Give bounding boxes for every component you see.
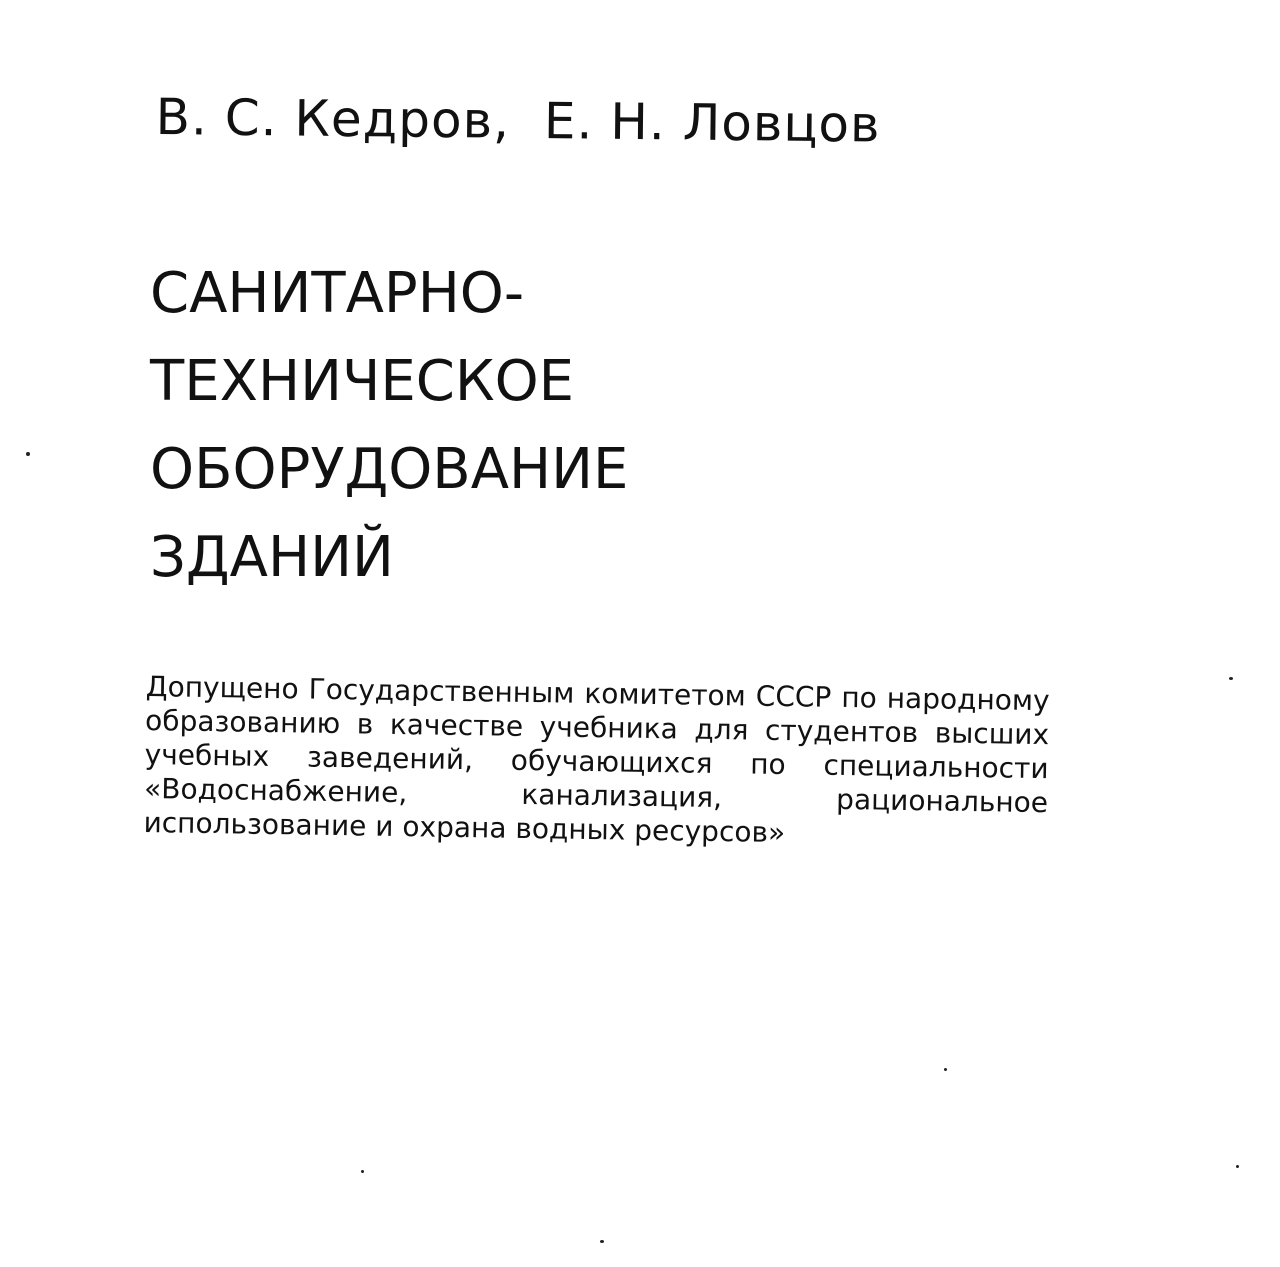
scan-speck (26, 452, 30, 456)
scan-speck (361, 1170, 364, 1173)
approval-statement: Допущено Государственным комитетом СССР по народному образованию в качестве учебника для студентов высших учебных заведений, обучающихся по специальности «Водоснабжение, канализация, рациональное использование и охрана водных ресурсов» (143, 670, 1050, 850)
author-first: В. С. Кедров, (155, 88, 511, 150)
book-title (150, 250, 628, 602)
scan-speck (1236, 1165, 1239, 1168)
title-line-4: ЗДАНИЙ (150, 525, 394, 590)
authors-line (155, 88, 880, 154)
title-line-1: САНИТАРНО- (150, 261, 525, 326)
title-line-3: ОБОРУДОВАНИЕ (150, 437, 629, 502)
scan-speck (944, 1068, 947, 1071)
scan-speck (600, 1240, 604, 1243)
scan-speck (1229, 677, 1233, 680)
author-second: Е. Н. Ловцов (543, 92, 881, 154)
title-line-2: ТЕХНИЧЕСКОЕ (150, 349, 575, 414)
